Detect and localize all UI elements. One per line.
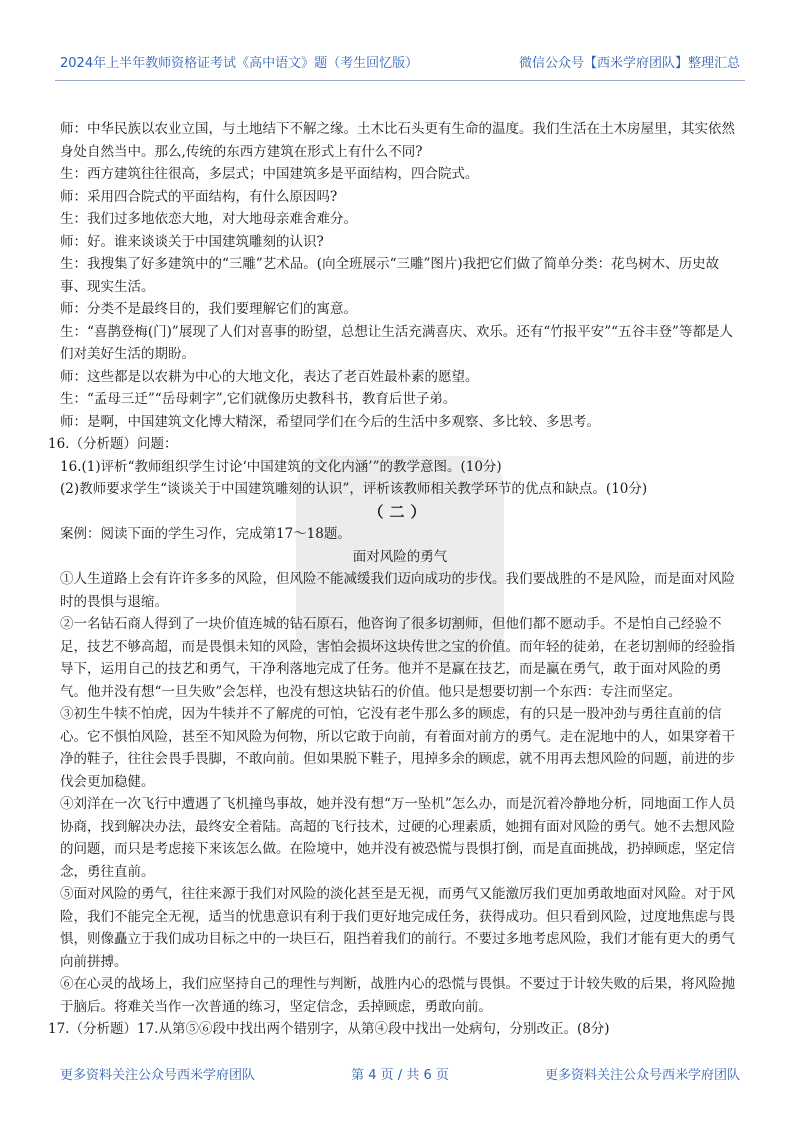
dialogue-line: 生：我们过多地依恋大地，对大地母亲难舍难分。 — [60, 211, 357, 227]
question-16-item: (2)教师要求学生“谈谈关于中国建筑雕刻的认识”，评析该教师相关教学环节的优点和缺点。(10分) — [60, 481, 648, 497]
essay-paragraph: ⑥在心灵的战场上，我们应坚持自己的理性与判断，战胜内心的恐慌与畏惧。不要过于计较失败的后果，将风险抛于脑后。将难关当作一次普通的练习，坚定信念，丢掉顾虑，勇敢向前。 — [60, 976, 735, 1015]
dialogue-line: 师：是啊，中国建筑文化博大精深，希望同学们在今后的生活中多观察、多比较、多思考。 — [60, 413, 600, 430]
essay-paragraph: ⑤面对风险的勇气，往往来源于我们对风险的淡化甚至是无视，而勇气又能激厉我们更加勇敢地面对风险。对于风险，我们不能完全无视，适当的忧患意识有利于我们更好地完成任务，获得成功。但只看到风险，过度地焦虑与畏惧，则像矗立于我们成功目标之中的一块巨石，阻挡着我们的前行。不要过多地考虑风险，我们才能有更大的勇气向前拼搏。 — [60, 886, 735, 970]
essay-paragraph: ③初生牛犊不怕虎，因为牛犊并不了解虎的可怕，它没有老牛那么多的顾虑，有的只是一股冲劲与勇往直前的信心。它不惧怕风险，甚至不知风险为何物，所以它敢于向前，有着面对前方的勇气。走在泥地中的人，如果穿着干净的鞋子，往往会畏手畏脚，不敢向前。但如果脱下鞋子，甩掉多余的顾虑，就不用再去想风险的问题，前进的步伐会更加稳健。 — [60, 706, 735, 790]
case-intro: 案例：阅读下面的学生习作，完成第17～18题。 — [60, 526, 351, 542]
header-title: 2024年上半年教师资格证考试《高中语文》题（考生回忆版） — [60, 55, 419, 71]
dialogue-line: 师：分类不是最终目的，我们要理解它们的寓意。 — [60, 301, 357, 317]
question-16-item: 16.(1)评析“教师组织学生讨论‘中国建筑的文化内涵’”的教学意图。(10分) — [60, 458, 502, 475]
question-16-heading: 16.（分析题）问题： — [48, 436, 178, 452]
header-source: 微信公众号【西米学府团队】整理汇总 — [518, 55, 740, 71]
question-17: 17.（分析题）17.从第⑤⑥段中找出两个错别字，从第④段中找出一处病句，分别改正。(8分) — [48, 1021, 610, 1037]
dialogue-line: 师：中华民族以农业立国，与土地结下不解之缘。土木比石头更有生命的温度。我们生活在土木房屋里，其实依然身处自然当中。那么,传统的东西方建筑在形式上有什么不同? — [60, 121, 735, 160]
dialogue-line: 生：我搜集了好多建筑中的“三雕”艺术品。(向全班展示“三雕”图片)我把它们做了简单分类：花鸟树木、历史故事、现实生活。 — [60, 256, 720, 295]
dialogue-line: 生：“孟母三迁”“岳母刺字”,它们就像历史教科书，教育后世子弟。 — [60, 391, 457, 407]
dialogue-line: 师：好。谁来谈谈关于中国建筑雕刻的认识? — [60, 233, 324, 250]
dialogue-line: 师：采用四合院式的平面结构，有什么原因吗? — [60, 188, 338, 205]
essay-paragraph: ④刘洋在一次飞行中遭遇了飞机撞鸟事故，她并没有想“万一坠机”怎么办，而是沉着冷静地分析，同地面工作人员协商，找到解决办法，最终安全着陆。高超的飞行技术，过硬的心理素质，她拥有面对风险的勇气。她不去想风险的问题，而只是考虑接下来该怎么做。在险境中，她并没有被恐慌与畏惧打倒，而是直面挑战，扔掉顾虑，坚定信念，勇往直前。 — [60, 796, 736, 880]
document-body — [48, 118, 740, 1041]
footer-right-note: 更多资料关注公众号西米学府团队 — [544, 1068, 740, 1083]
footer-left-note: 更多资料关注公众号西米学府团队 — [60, 1068, 256, 1083]
page-footer — [60, 1064, 740, 1083]
dialogue-line: 生：西方建筑往往很高，多层式；中国建筑多是平面结构，四合院式。 — [60, 166, 479, 182]
page-header — [60, 48, 740, 74]
essay-title: 面对风险的勇气 — [352, 548, 448, 565]
section-heading: （二） — [368, 502, 432, 521]
essay-paragraph: ②一名钻石商人得到了一块价值连城的钻石原石，他咨询了很多切割师，但他们都不愿动手。不是怕自己经验不足，技艺不够高超，而是畏惧未知的风险，害怕会损坏这块传世之宝的价值。而年轻的徒弟，在老切割师的经验指导下，运用自己的技艺和勇气，干净利落地完成了任务。他并不是赢在技艺，而是赢在勇气，敢于面对风险的勇气。他并没有想“一旦失败”会怎样，也没有想这块钻石的价值。他只是想要切割一个东西：专注而坚定。 — [60, 616, 735, 700]
dialogue-line: 生：“喜鹊登梅(门)”展现了人们对喜事的盼望，总想让生活充满喜庆、欢乐。还有“竹报平安”“五谷丰登”等都是人们对美好生活的期盼。 — [60, 323, 733, 362]
header-divider — [55, 80, 745, 81]
page-number: 第 4 页 / 共 6 页 — [351, 1068, 449, 1083]
dialogue-line: 师：这些都是以农耕为中心的大地文化，表达了老百姓最朴素的愿望。 — [60, 368, 479, 385]
essay-paragraph: ①人生道路上会有许许多多的风险，但风险不能减缓我们迈向成功的步伐。我们要战胜的不是风险，而是面对风险时的畏惧与退缩。 — [60, 571, 735, 610]
dialogue-section — [60, 118, 740, 433]
